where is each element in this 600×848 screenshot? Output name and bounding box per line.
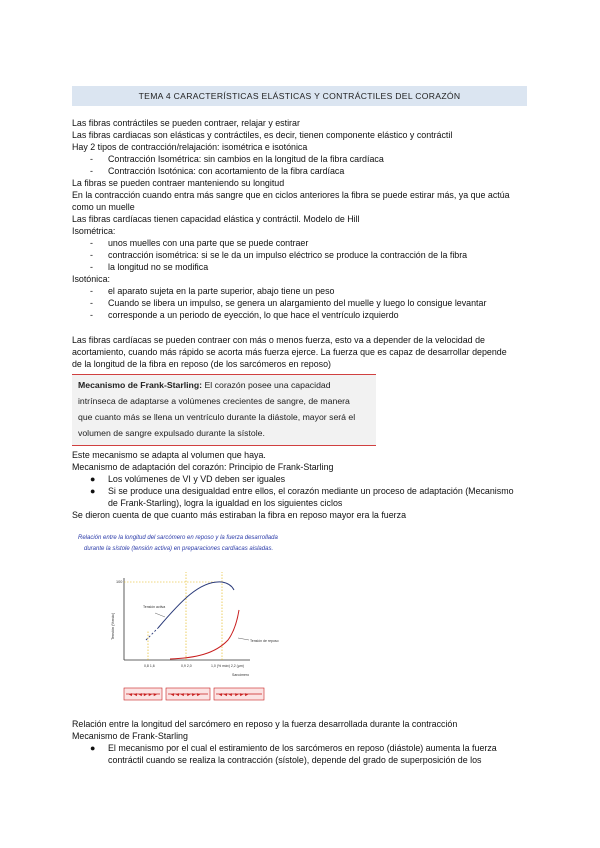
dash-bullet: - <box>90 298 93 308</box>
list-item: unos muelles con una parte que se puede contraer <box>108 238 309 248</box>
list-item: la longitud no se modifica <box>108 262 209 272</box>
paragraph: Mecanismo de Frank-Starling <box>72 731 188 741</box>
bullet-dot: ● <box>90 486 96 496</box>
section-label: Isotónica: <box>72 274 110 284</box>
paragraph: Las fibras cardíacas se pueden contraer con más o menos fuerza, esto va a depender de la velocidad de <box>72 335 485 345</box>
paragraph: acortamiento, cuando más rápido se acorta más fuerza ejerce. La fuerza que es capaz de desarrollar depende <box>72 347 507 357</box>
frank-starling-definition-box <box>72 374 376 446</box>
list-item: contráctil cuando se realiza la contracción (sístole), depende del grado de superposición de los <box>108 755 482 765</box>
dash-bullet: - <box>90 154 93 164</box>
paragraph: Las fibras cardíacas tienen capacidad elástica y contráctil. Modelo de Hill <box>72 214 360 224</box>
list-item: Contracción Isométrica: sin cambios en la longitud de la fibra cardíaca <box>108 154 384 164</box>
list-item: de Frank-Starling), logra la igualdad en los siguientes ciclos <box>108 498 343 508</box>
paragraph: En la contracción cuando entra más sangre que en ciclos anteriores la fibra se puede estirar más, ya que actúa <box>72 190 510 200</box>
box-text: intrínseca de adaptarse a volúmenes crecientes de sangre, de manera <box>78 396 350 406</box>
list-item: contracción isométrica: si se le da un impulso eléctrico se produce la contracción de la fibra <box>108 250 468 260</box>
x-tick-label: 0,9 2,0 <box>181 664 192 668</box>
dash-bullet: - <box>90 250 93 260</box>
box-text: El corazón posee una capacidad <box>204 380 331 390</box>
box-text: que cuanto más se llena un ventrículo durante la diástole, mayor será el <box>78 412 356 422</box>
x-tick-label: 0,8 1,6 <box>144 664 155 668</box>
paragraph: de la longitud de la fibra en reposo (de los sarcómeros en reposo) <box>72 359 332 369</box>
paragraph: Relación entre la longitud del sarcómero en reposo y la fuerza desarrollada durante la contracción <box>72 719 458 729</box>
list-item: Contracción Isotónica: con acortamiento de la fibra cardíaca <box>108 166 345 176</box>
sarcomere-diagram-optimal <box>166 688 210 700</box>
y-tick-label: 100 <box>116 580 123 584</box>
label-pointer <box>155 613 165 617</box>
figure-caption: durante la sístole (tensión activa) en preparaciones cardíacas aisladas. <box>84 546 274 552</box>
paragraph: La fibras se pueden contraer manteniendo su longitud <box>72 178 285 188</box>
list-item: Cuando se libera un impulso, se genera un alargamiento del muelle y luego lo consigue levantar <box>108 298 487 308</box>
box-text: volumen de sangre expulsado durante la sístole. <box>78 428 265 438</box>
list-item: Si se produce una desigualdad entre ellos, el corazón mediante un proceso de adaptación (Mecanismo <box>108 486 514 496</box>
list-item: El mecanismo por el cual el estiramiento de los sarcómeros en reposo (diástole) aumenta la fuerza <box>108 743 497 753</box>
svg-text:◄◄◄ ►►►: ◄◄◄ ►►► <box>170 692 202 698</box>
paragraph: Las fibras contráctiles se pueden contraer, relajar y estirar <box>72 118 300 128</box>
dash-bullet: - <box>90 238 93 248</box>
paragraph: Se dieron cuenta de que cuanto más estiraban la fibra en reposo mayor era la fuerza <box>72 510 406 520</box>
paragraph: como un muelle <box>72 202 135 212</box>
dash-bullet: - <box>90 310 93 320</box>
y-axis-label: Tensión (%máx) <box>111 612 115 640</box>
active-tension-label: Tensión activa <box>143 605 166 609</box>
paragraph: Las fibras cardiacas son elásticas y contráctiles, es decir, tienen componente elástico y contráctil <box>72 130 453 140</box>
dash-bullet: - <box>90 166 93 176</box>
box-heading: Mecanismo de Frank-Starling: <box>78 380 203 390</box>
paragraph: Mecanismo de adaptación del corazón: Principio de Frank-Starling <box>72 462 334 472</box>
active-tension-curve <box>158 582 234 628</box>
list-item: el aparato sujeta en la parte superior, abajo tiene un peso <box>108 286 335 296</box>
paragraph: Este mecanismo se adapta al volumen que haya. <box>72 450 266 460</box>
bullet-dot: ● <box>90 743 96 753</box>
frank-starling-figure <box>110 570 310 715</box>
passive-tension-label: Tensión de reposo <box>250 639 279 643</box>
svg-text:◄◄◄►►►: ◄◄◄►►► <box>128 692 158 698</box>
x-axis-note: Sarcómero <box>232 673 250 677</box>
figure-caption: Relación entre la longitud del sarcómero en reposo y la fuerza desarrollada <box>78 535 278 541</box>
svg-text:◄◄◄ ►►►: ◄◄◄ ►►► <box>218 692 250 698</box>
dash-bullet: - <box>90 262 93 272</box>
sarcomere-diagram-short <box>124 688 162 700</box>
sarcomere-diagram-stretched <box>214 688 264 700</box>
list-item: corresponde a un periodo de eyección, lo que hace el ventrículo izquierdo <box>108 310 399 320</box>
x-tick-label: 1,0 (% máx) 2,2 (µm) <box>211 664 244 668</box>
section-label: Isométrica: <box>72 226 116 236</box>
bullet-dot: ● <box>90 474 96 484</box>
dash-bullet: - <box>90 286 93 296</box>
paragraph: Hay 2 tipos de contracción/relajación: isométrica e isotónica <box>72 142 308 152</box>
page-title: TEMA 4 CARACTERÍSTICAS ELÁSTICAS Y CONTRÁCTILES DEL CORAZÓN <box>72 86 527 106</box>
passive-tension-curve <box>170 610 239 659</box>
label-pointer <box>238 638 249 640</box>
list-item: Los volúmenes de VI y VD deben ser iguales <box>108 474 286 484</box>
